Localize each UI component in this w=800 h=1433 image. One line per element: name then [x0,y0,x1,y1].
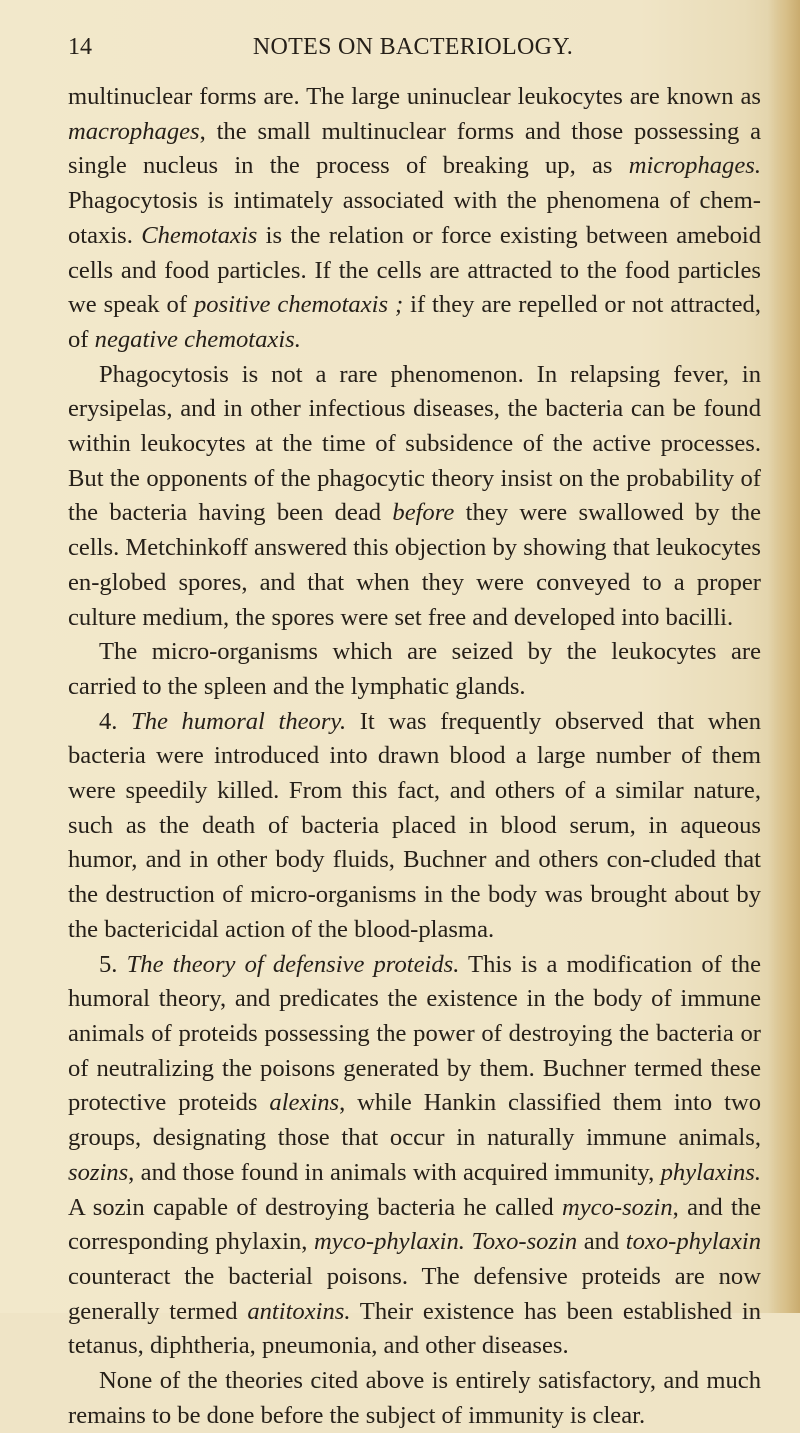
italic-term: negative chemotaxis. [94,325,301,353]
paragraph [68,705,761,948]
body-text [68,80,761,1433]
italic-term: microphages. [628,152,761,180]
paragraph [68,358,761,636]
text-run: None of the theories cited above is entirely satisfactory, and much remains to be done before the subject of immunity is clear. [68,1367,761,1429]
italic-term: The humoral theory. [131,707,347,735]
running-head: NOTES ON BACTERIOLOGY. [252,34,574,60]
italic-term: alexins [269,1089,340,1117]
italic-term: macrophages [68,117,200,145]
text-run: if they are repelled or not attracted, of [68,291,762,353]
text-run: 5. [99,950,127,978]
italic-term: phylaxins. [660,1158,761,1186]
text-run: It was frequently observed that when bacteria were introduced into drawn blood a large number of them were speedily killed. From this fact, and others of a similar nature, such as the death of bacteria placed in blood serum, in aqueous humor, and in other body fluids, Buchner and others con-cluded that the destruction of micro-organisms in the body was brought about by the bactericidal action of the blood-plasma. [68,707,761,943]
text-run: A sozin capable of destroying bacteria he called [68,1193,562,1221]
italic-term: before [392,499,455,527]
text-run: , the small multinuclear forms and those possessing a single nucleus in the process of breaking up, as [68,117,761,180]
italic-term: positive chemotaxis ; [193,291,404,319]
text-run: and [577,1228,626,1256]
text-run: Their existence has been established in tetanus, diphtheria, pneumonia, and other diseases. [68,1297,761,1360]
text-run: The micro-organisms which are seized by the leukocytes are carried to the spleen and the lymphatic glands. [68,638,761,700]
paragraph [68,635,761,704]
text-run: , and those found in animals with acquired immunity, [128,1158,661,1186]
paragraph [68,80,761,358]
italic-term: The theory of defensive proteids. [126,950,460,978]
page-header [68,30,758,64]
text-run: is the relation or force existing between ameboid cells and food particles. If the cells are attracted to the food particles we speak of [68,221,761,319]
text-run: Phagocytosis is intimately associated with the phenomena of chem-otaxis. [68,187,761,249]
text-run: This is a modification of the humoral theory, and predicates the existence in the body of immune animals of proteids possessing the power of destroying the bacteria or of neutralizing the poisons generated by them. Buchner termed these protective proteids [68,950,762,1117]
page-number: 14 [68,34,92,60]
italic-term: Toxo-sozin [471,1228,578,1256]
text-run: counteract the bacterial poisons. The defensive proteids are now generally termed [68,1262,761,1325]
text-run: multinuclear forms are. The large uninuclear leukocytes are known as [68,83,761,110]
paragraph [68,1364,761,1433]
italic-term: toxo-phylaxin [625,1228,761,1256]
italic-term: sozins [68,1158,129,1186]
page-edge-shadow [768,0,800,1313]
italic-term: myco-phylaxin. [314,1228,465,1256]
text-run: , while Hankin classified them into two groups, designating those that occur in naturally immune animals, [68,1089,761,1152]
text-run: Phagocytosis is not a rare phenomenon. In relapsing fever, in erysipelas, and in other infectious diseases, the bacteria can be found within leukocytes at the time of subsidence of the active processes. But the opponents of the phagocytic theory insist on the probability of the bacteria having been dead [68,360,761,527]
text-run: 4. [99,707,132,735]
text-run: they were swallowed by the cells. Metchinkoff answered this objection by showing that leukocytes en-globed spores, and that when they were conveyed to a proper culture medium, the spores were set free and developed into bacilli. [68,499,761,631]
paragraph [68,948,761,1364]
text-run: , and the corresponding phylaxin, [68,1193,761,1256]
italic-term: antitoxins. [247,1297,351,1325]
italic-term: myco-sozin [562,1193,673,1221]
italic-term: Chemotaxis [141,221,258,249]
